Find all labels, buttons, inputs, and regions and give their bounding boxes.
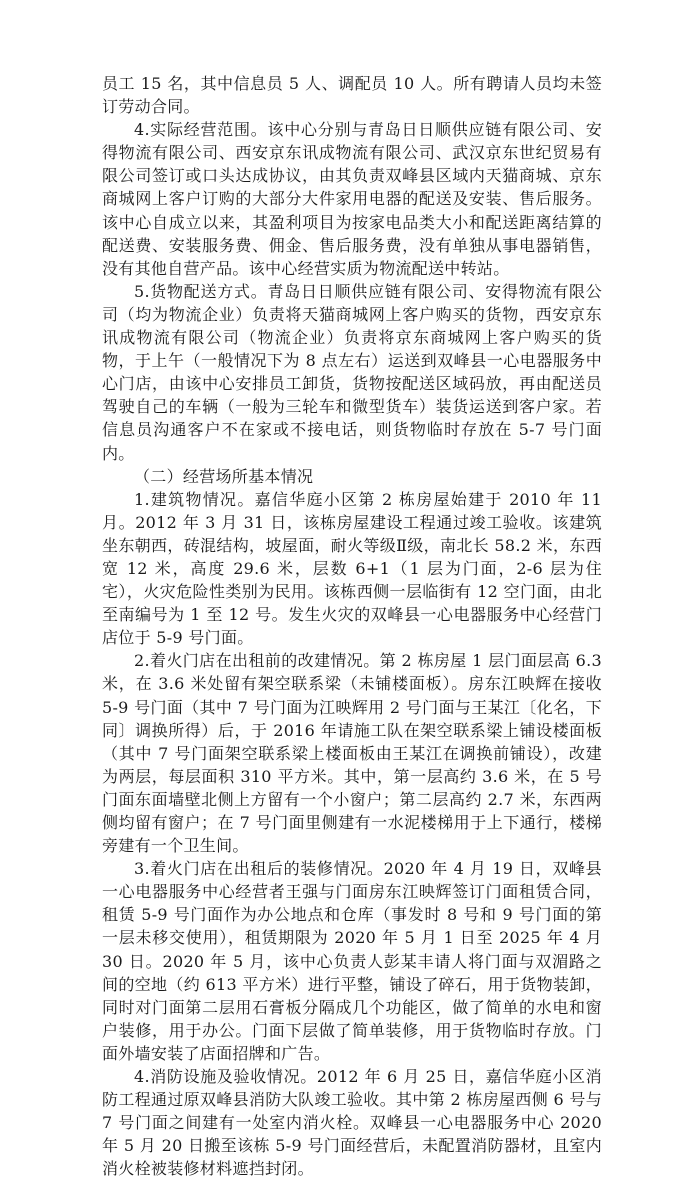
- document-body: [102, 72, 602, 1181]
- section-heading-premises: （二）经营场所基本情况: [134, 466, 314, 486]
- paragraph-business-scope: 4.实际经营范围。该中心分别与青岛日日顺供应链有限公司、安得物流有限公司、西安京东讯成物流有限公司、武汉京东世纪贸易有限公司签订或口头达成协议，由其负责双峰县区域内天猫商城、京东商城网上客户订购的大部分大件家用电器的配送及安装、售后服务。该中心自成立以来，其盈利项目为按家电品类大小和配送距离结算的配送费、安装服务费、佣金、售后服务费，没有单独从事电器销售，没有其他自营产品。该中心经营实质为物流配送中转站。: [102, 120, 602, 278]
- paragraph-staff-count: 员工 15 名，其中信息员 5 人、调配员 10 人。所有聘请人员均未签订劳动合同。: [102, 74, 602, 117]
- paragraph-decoration-after-lease: 3.着火门店在出租后的装修情况。2020 年 4 月 19 日，双峰县一心电器服务中心经营者王强与门面房东江映辉签订门面租赁合同，租赁 5-9 号门面作为办公地点和仓库（事发时 8 号和 9 号门面的第一层未移交使用），租赁期限为 2020 年 5 月 1 日至 2025 年 4 月 30 日。2020 年 5 月，该中心负责人彭某丰请人将门面与双湄路之间的空地（约 613 平方米）进行平整，铺设了碎石，用于货物装卸，同时对门面第二层用石膏板分隔成几个功能区，做了简单的水电和窗户装修，用于办公。门面下层做了简单装修，用于货物临时存放。门面外墙安装了店面招牌和广告。: [102, 859, 602, 1063]
- paragraph-building-info: 1.建筑物情况。嘉信华庭小区第 2 栋房屋始建于 2010 年 11 月。2012 年 3 月 31 日，该栋房屋建设工程通过竣工验收。该建筑坐东朝西，砖混结构，坡屋面，耐火等级Ⅱ级，南北长 58.2 米，东西宽 12 米，高度 29.6 米，层数 6+1（1 层为门面，2-6 层为住宅），火灾危险性类别为民用。该栋西侧一层临街有 12 空门面，由北至南编号为 1 至 12 号。发生火灾的双峰县一心电器服务中心经营门店位于 5-9 号门面。: [102, 489, 602, 648]
- paragraph-fire-facilities: 4.消防设施及验收情况。2012 年 6 月 25 日，嘉信华庭小区消防工程通过原双峰县消防大队竣工验收。其中第 2 栋房屋西侧 6 号与 7 号门面之间建有一处室内消火栓。双峰县一心电器服务中心 2020 年 5 月 20 日搬至该栋 5-9 号门面经营后，未配置消防器材，且室内消火栓被装修材料遮挡封闭。: [102, 1067, 602, 1179]
- paragraph-delivery-method: 5.货物配送方式。青岛日日顺供应链有限公司、安得物流有限公司（均为物流企业）负责将天猫商城网上客户购买的货物，西安京东讯成物流有限公司（物流企业）负责将京东商城网上客户购买的货物，于上午（一般情况下为 8 点左右）运送到双峰县一心电器服务中心门店，由该中心安排员工卸货，货物按配送区域码放，再由配送员驾驶自己的车辆（一般为三轮车和微型货车）装货运送到客户家。若信息员沟通客户不在家或不接电话，则货物临时存放在 5-7 号门面内。: [102, 281, 602, 463]
- paragraph-renovation-before-lease: 2.着火门店在出租前的改建情况。第 2 栋房屋 1 层门面层高 6.3 米，在 3.6 米处留有架空联系梁（未铺楼面板）。房东江映辉在接收 5-9 号门面（其中 7 号门面为江映辉用 2 号门面与王某江〔化名，下同〕调换所得）后，于 2016 年请施工队在架空联系梁上铺设楼面板（其中 7 号门面架空联系梁上楼面板由王某江在调换前铺设），改建为两层，每层面积 310 平方米。其中，第一层高约 3.6 米，在 5 号门面东面墙壁北侧上方留有一个小窗户；第二层高约 2.7 米，东西两侧均留有窗户；在 7 号门面里侧建有一水泥楼梯用于上下通行，楼梯旁建有一个卫生间。: [102, 651, 602, 856]
